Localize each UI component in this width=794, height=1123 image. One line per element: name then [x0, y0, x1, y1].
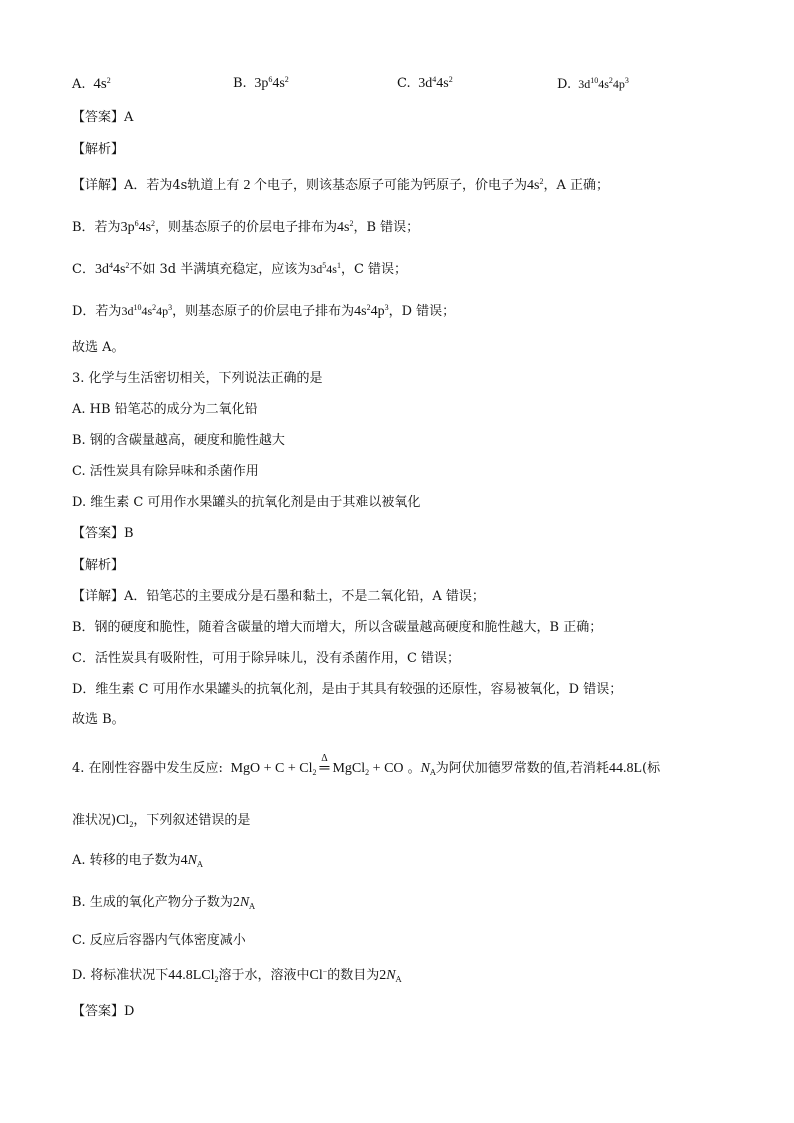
q3-detail-b: B．钢的硬度和脆性，随着含碳量的增大而增大，所以含碳量越高硬度和脆性越大，B 正确；: [72, 620, 603, 635]
q3-option-c: C. 活性炭具有除异味和杀菌作用: [72, 464, 259, 479]
q2-detail-d: D．若为$3d^{10}4s^24p^3$，则基态原子的价层电子排布为$4s^24p^3$，D 错误；: [72, 303, 456, 319]
q2-detail-c: C．$3d^44s^2$不如 3d 半满填充稳定，应该为$3d^54s^1$，C 错误；: [72, 261, 408, 277]
q3-detail-c: C．活性炭具有吸附性，可用于除异味儿，没有杀菌作用，C 错误；: [72, 651, 461, 666]
q3-stem: 3. 化学与生活密切相关，下列说法正确的是: [72, 371, 323, 386]
q2-option-a: A. $4s^2$: [72, 76, 111, 92]
heat-condition-symbol: Δ ═: [319, 753, 330, 776]
q2-analysis-label: 【解析】: [72, 142, 125, 157]
q2-answer: 【答案】A: [72, 110, 134, 125]
q2-option-b: B. $3p^64s^2$: [233, 75, 289, 91]
q4-option-a: A. 转移的电子数为$4N_A$: [72, 853, 203, 869]
q4-option-d: D. 将标准状况下44.8LCl$_2$溶于水，溶液中Cl−的数目为$2N_A$: [72, 967, 402, 984]
formula-3p6-4s2: $3p^64s^2$: [250, 75, 289, 91]
q2-option-c: C. $3d^44s^2$: [397, 75, 453, 91]
q3-detail-a: 【详解】A．铅笔芯的主要成分是石墨和黏土，不是二氧化铅，A 错误；: [72, 589, 485, 604]
formula-3d10-4s2-4p3: $3d^{10}4s^24p^3$: [575, 76, 629, 91]
q3-option-d: D. 维生素 C 可用作水果罐头的抗氧化剂是由于其难以被氧化: [72, 495, 421, 510]
formula-4s2: $4s^2$: [89, 76, 111, 92]
q4-option-c: C. 反应后容器内气体密度减小: [72, 933, 246, 948]
q4-stem-line1: 4. 在刚性容器中发生反应: MgO + $C + Cl_2$ Δ ═ MgCl$_2$ + CO 。$N_A$为阿伏加德罗常数的值,若消耗44.8L(标: [72, 753, 661, 777]
q4-stem-line2: 准状况)$Cl_2$，下列叙述错误的是: [72, 813, 251, 829]
q4-option-b: B. 生成的氧化产物分子数为$2N_A$: [72, 895, 255, 911]
q2-option-d: D. $3d^{10}4s^24p^3$: [557, 76, 629, 92]
q3-conclusion: 故选 B。: [72, 712, 125, 727]
q3-option-a: A. HB 铅笔芯的成分为二氧化铅: [72, 402, 258, 417]
q3-analysis-label: 【解析】: [72, 558, 125, 573]
q2-detail-b: B．若为$3p^64s^2$，则基态原子的价层电子排布为$4s^2$，B 错误；: [72, 219, 420, 235]
q4-answer: 【答案】D: [72, 1004, 135, 1019]
formula-3d4-4s2: $3d^44s^2$: [414, 75, 453, 91]
reaction-equation: MgO + $C + Cl_2$ Δ ═ MgCl$_2$ + CO: [227, 753, 404, 777]
q2-detail-a: 【详解】A．若为4s轨道上有 2 个电子，则该基态原子可能为钙原子，价电子为$4s^2$，A 正确；: [72, 177, 609, 193]
q3-answer: 【答案】B: [72, 526, 134, 541]
q3-detail-d: D．维生素 C 可用作水果罐头的抗氧化剂，是由于其具有较强的还原性，容易被氧化，D 错误；: [72, 682, 623, 697]
q3-option-b: B. 钢的含碳量越高，硬度和脆性越大: [72, 433, 285, 448]
q2-conclusion: 故选 A。: [72, 340, 125, 355]
